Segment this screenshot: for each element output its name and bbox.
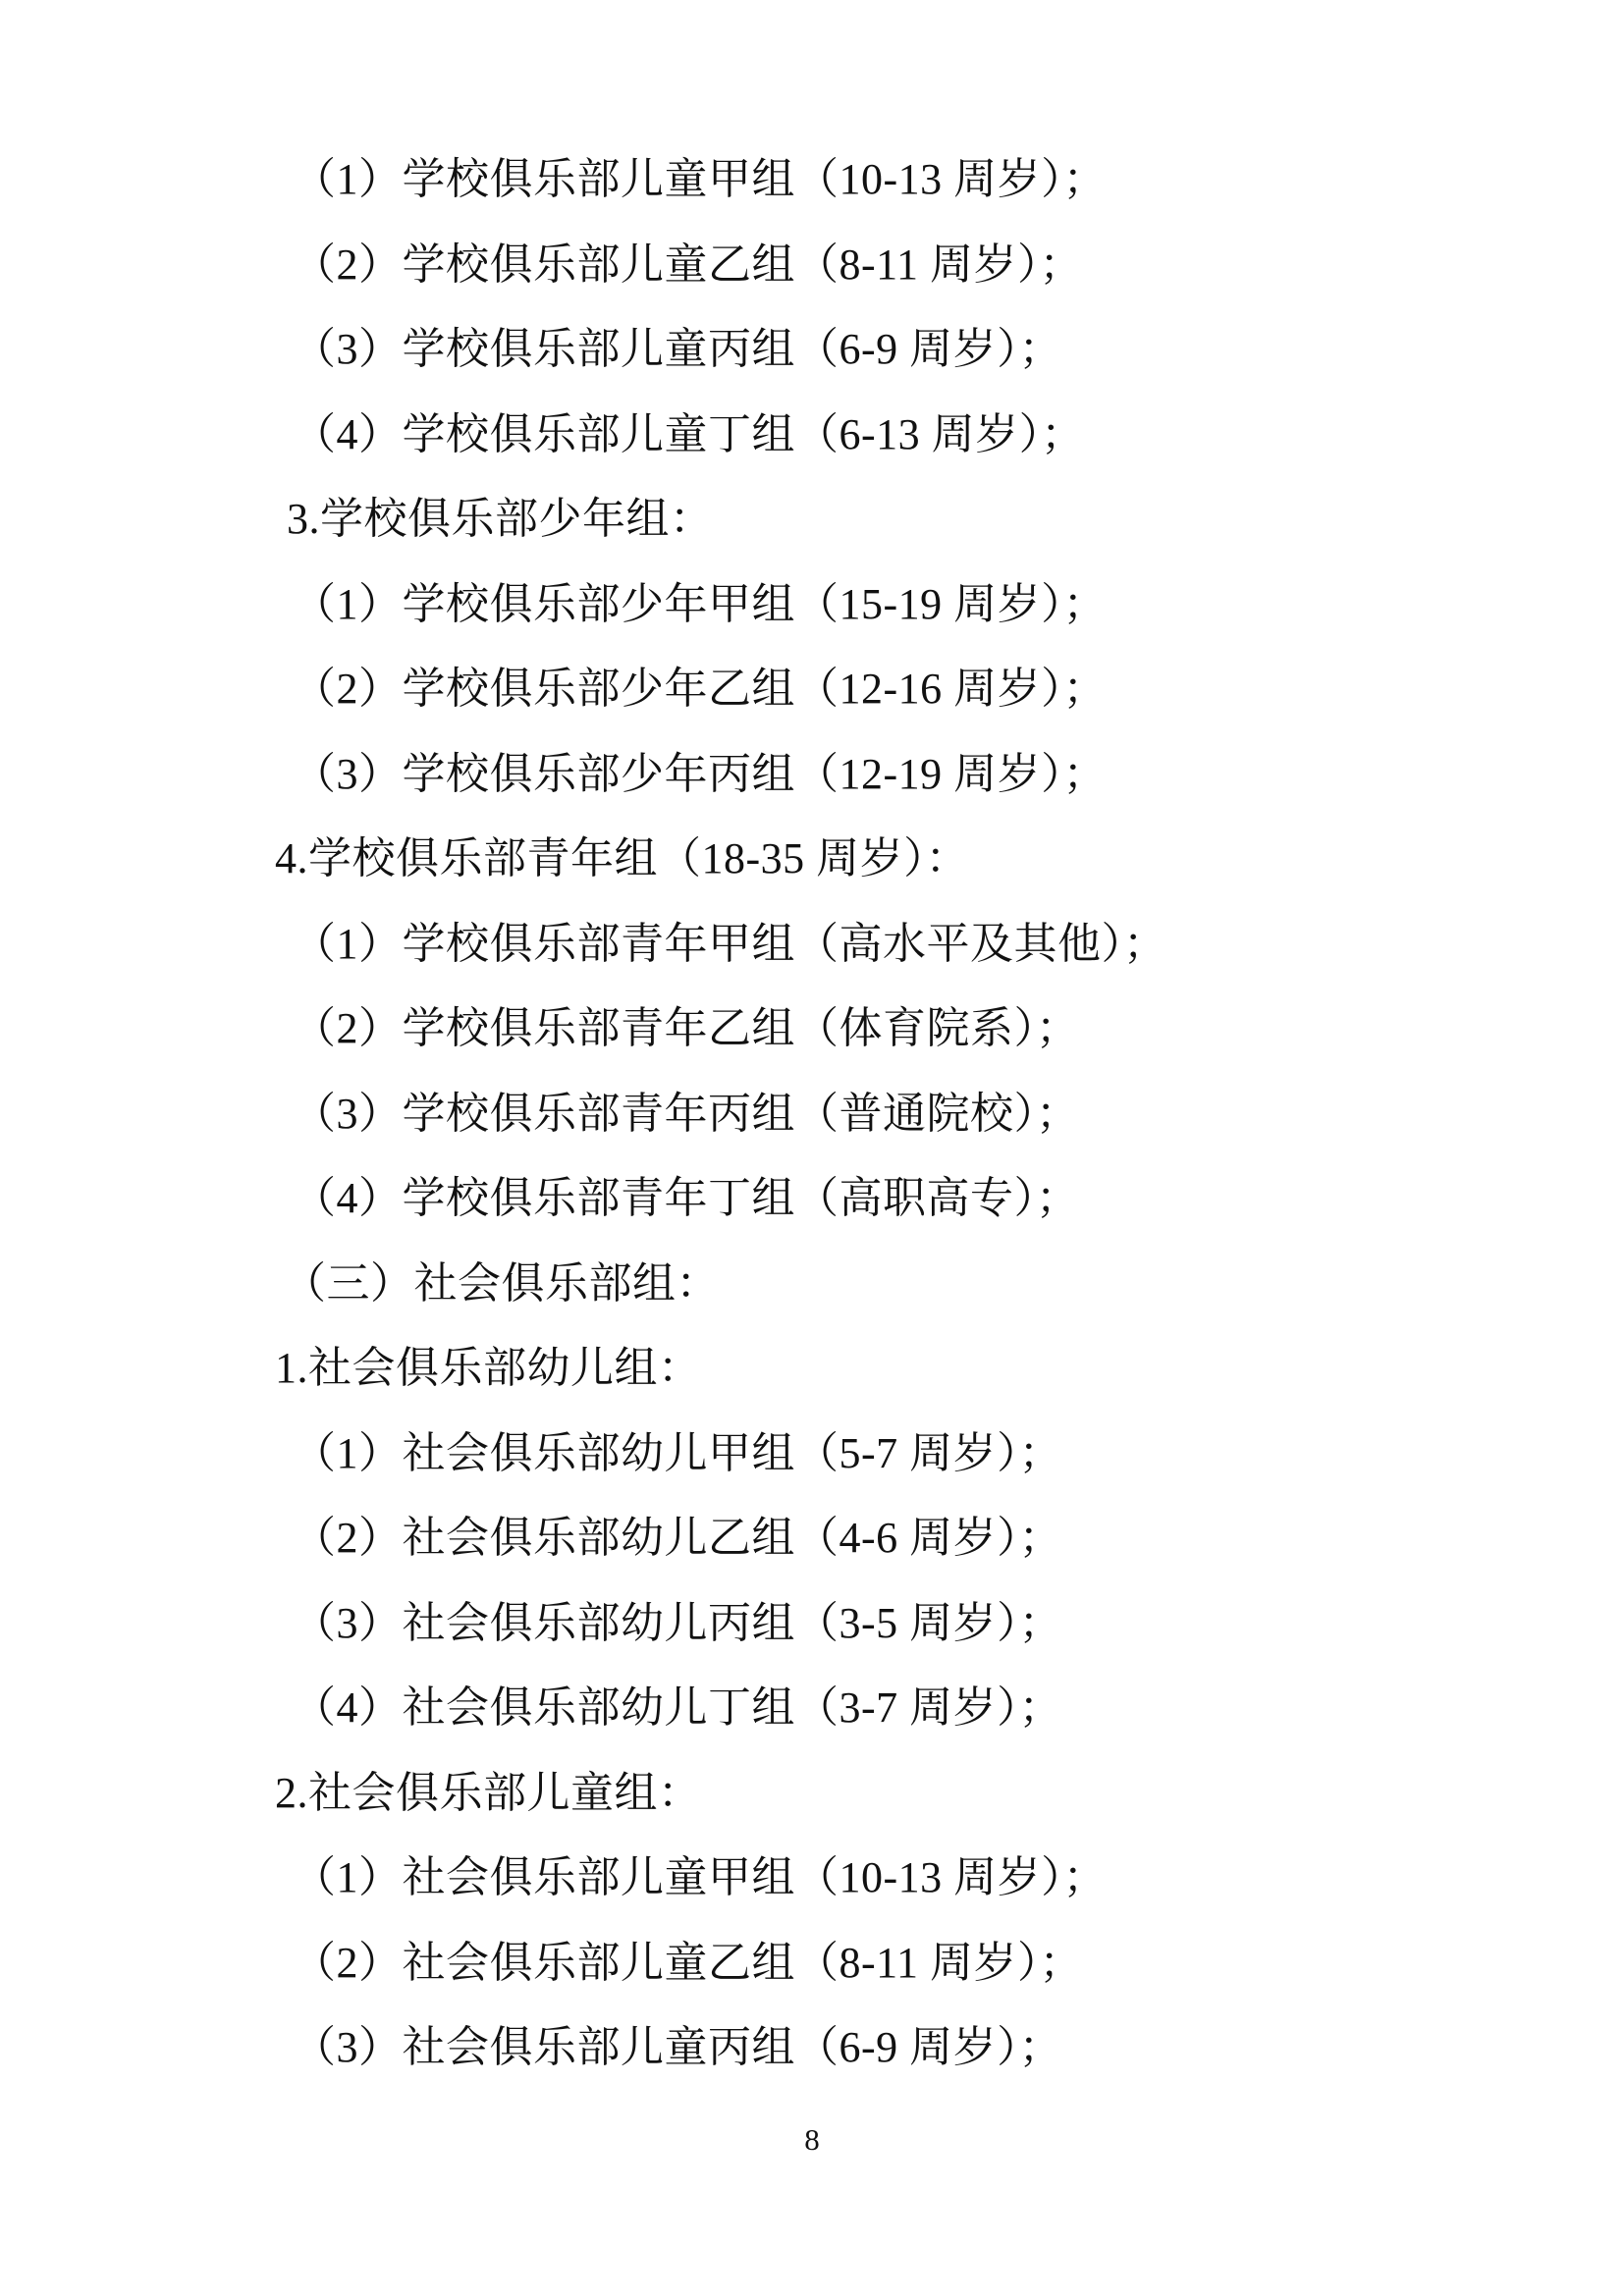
text-line: （1）社会俱乐部儿童甲组（10-13 周岁）； <box>293 1853 1108 1901</box>
text-line-section-head: 2.社会俱乐部儿童组： <box>275 1768 702 1817</box>
text-line: （2）学校俱乐部少年乙组（12-16 周岁）； <box>293 665 1108 713</box>
text-line: （2）社会俱乐部儿童乙组（8-11 周岁）； <box>293 1938 1084 1987</box>
document-body <box>0 137 1624 2091</box>
text-line-section-head: （三）社会俱乐部组： <box>283 1258 720 1308</box>
text-line: （4）学校俱乐部儿童丁组（6-13 周岁）； <box>293 409 1085 458</box>
text-line: （3）学校俱乐部青年丙组（普通院校）； <box>293 1089 1080 1138</box>
text-line: （3）学校俱乐部儿童丙组（6-9 周岁）； <box>293 325 1063 373</box>
text-line: （1）学校俱乐部儿童甲组（10-13 周岁）； <box>293 155 1108 203</box>
text-line: （3）学校俱乐部少年丙组（12-19 周岁）； <box>293 749 1108 798</box>
text-line: （4）学校俱乐部青年丁组（高职高专）； <box>293 1174 1080 1222</box>
text-line-section-head: 3.学校俱乐部少年组： <box>287 495 714 543</box>
text-line: （3）社会俱乐部幼儿丙组（3-5 周岁）； <box>293 1598 1063 1647</box>
text-line: （1）学校俱乐部少年甲组（15-19 周岁）； <box>293 579 1108 628</box>
text-line: （2）社会俱乐部幼儿乙组（4-6 周岁）； <box>293 1514 1063 1562</box>
text-line: （1）学校俱乐部青年甲组（高水平及其他）； <box>293 919 1167 968</box>
text-line: （2）学校俱乐部儿童乙组（8-11 周岁）； <box>293 240 1084 289</box>
text-line: （3）社会俱乐部儿童丙组（6-9 周岁）； <box>293 2023 1063 2071</box>
text-line-section-head: 4.学校俱乐部青年组（18-35 周岁）： <box>275 834 970 882</box>
text-line: （2）学校俱乐部青年乙组（体育院系）； <box>293 1004 1080 1052</box>
text-line: （1）社会俱乐部幼儿甲组（5-7 周岁）； <box>293 1428 1063 1477</box>
text-line-section-head: 1.社会俱乐部幼儿组： <box>275 1344 702 1392</box>
page-number: 8 <box>804 2122 820 2157</box>
text-line: （4）社会俱乐部幼儿丁组（3-7 周岁）； <box>293 1683 1063 1732</box>
